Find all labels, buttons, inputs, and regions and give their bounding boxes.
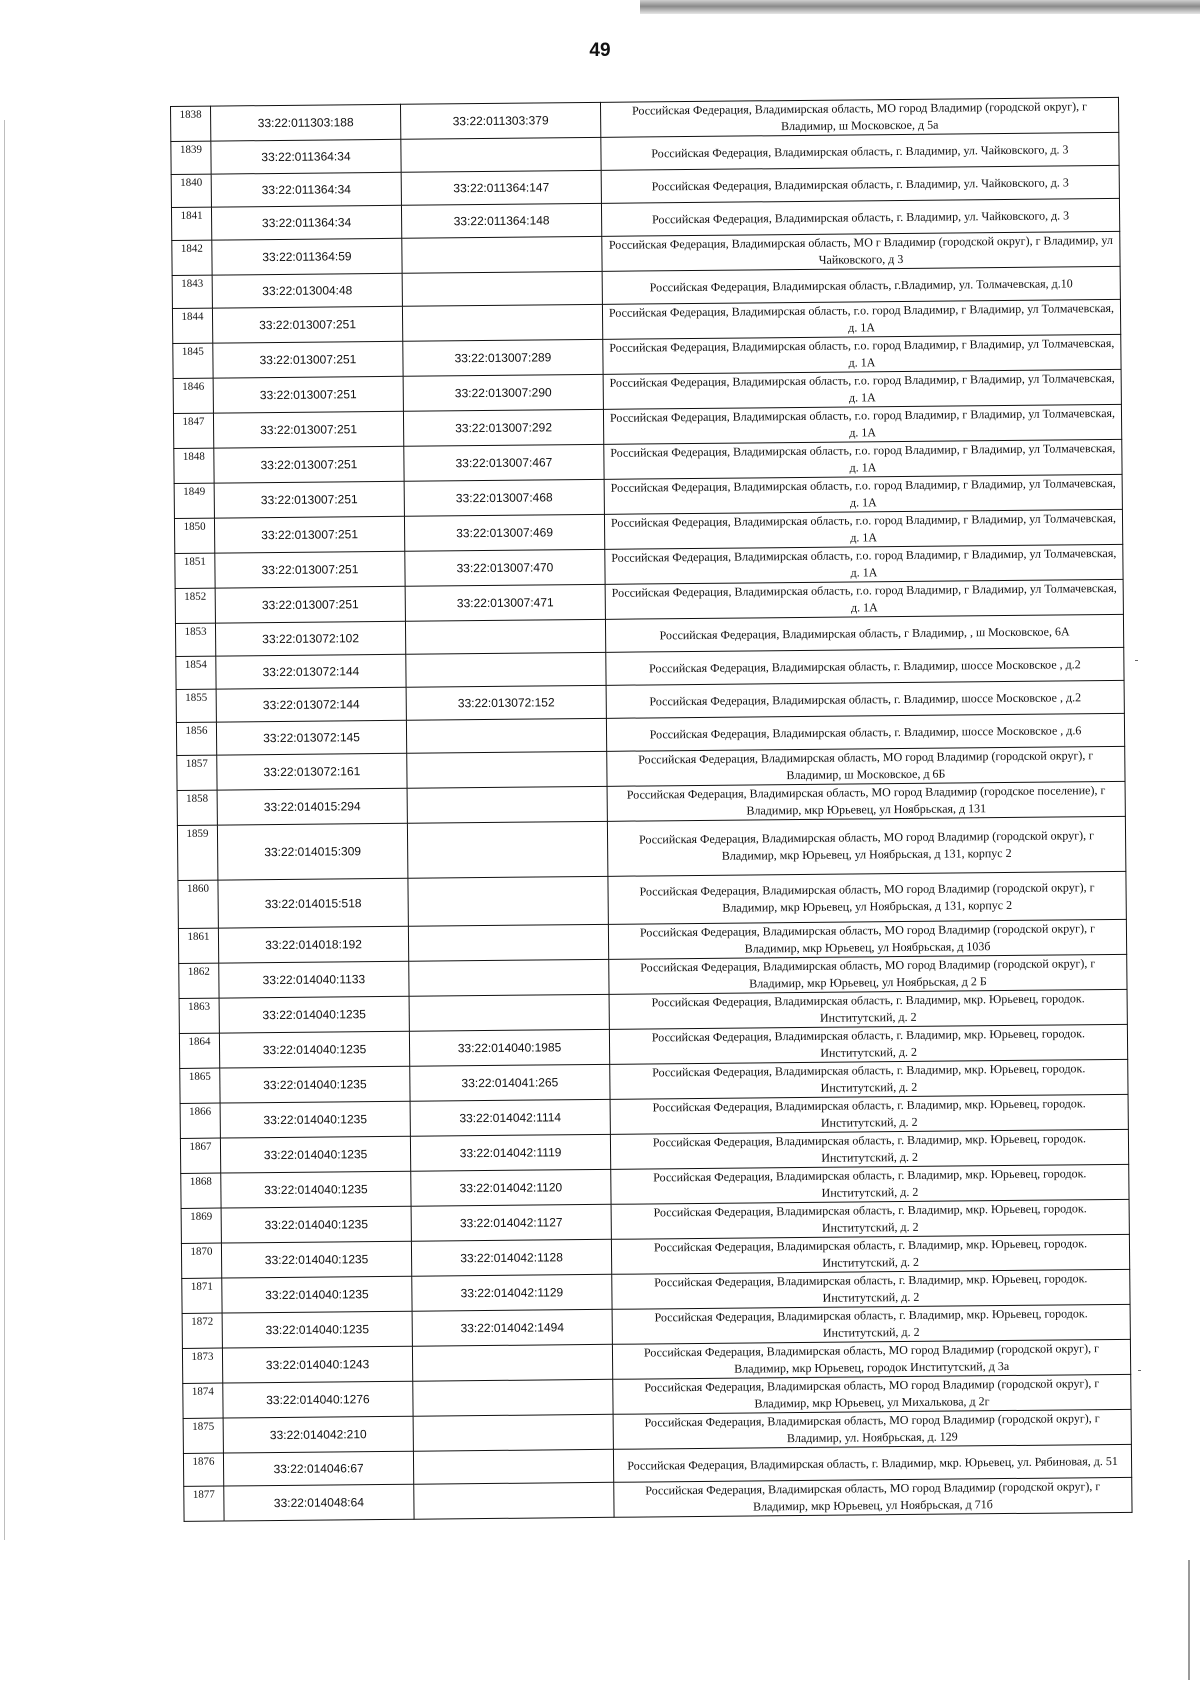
cadastral-number-cell: 33:22:013072:102 bbox=[215, 621, 405, 656]
address-cell: Российская Федерация, Владимирская область, г.о. город Владимир, г Владимир, ул Толмачевская, д. 1А bbox=[603, 369, 1121, 409]
row-number-cell: 1847 bbox=[173, 413, 213, 448]
cadastral-number-cell: 33:22:011364:34 bbox=[211, 172, 401, 207]
address-cell: Российская Федерация, Владимирская область, г. Владимир, мкр. Юрьевец, городок. Институтский, д. 2 bbox=[612, 1304, 1130, 1344]
object-cadastral-number-cell bbox=[402, 271, 602, 306]
row-number-cell: 1867 bbox=[180, 1138, 220, 1173]
object-cadastral-number-cell bbox=[413, 1414, 613, 1451]
object-cadastral-number-cell bbox=[414, 1482, 614, 1519]
cadastral-number-cell: 33:22:014042:210 bbox=[223, 1416, 413, 1453]
cadastral-number-cell: 33:22:014040:1235 bbox=[221, 1241, 411, 1278]
address-cell: Российская Федерация, Владимирская область, г. Владимир, мкр. Юрьевец, городок. Институтский, д. 2 bbox=[609, 989, 1127, 1029]
row-number-cell: 1877 bbox=[184, 1486, 224, 1521]
cadastral-number-cell: 33:22:013072:144 bbox=[216, 654, 406, 689]
address-cell: Российская Федерация, Владимирская область, г.о. город Владимир, г Владимир, ул Толмачевская, д. 1А bbox=[603, 404, 1121, 444]
cadastral-table bbox=[170, 97, 1133, 1522]
object-cadastral-number-cell bbox=[412, 1344, 612, 1381]
row-number-cell: 1857 bbox=[177, 755, 217, 790]
row-number-cell: 1852 bbox=[175, 588, 215, 623]
row-number-cell: 1859 bbox=[177, 825, 218, 880]
object-cadastral-number-cell: 33:22:011364:148 bbox=[401, 203, 601, 238]
cadastral-number-cell: 33:22:014040:1235 bbox=[220, 1136, 410, 1173]
object-cadastral-number-cell bbox=[408, 876, 608, 926]
document-table-container bbox=[170, 97, 1132, 1522]
cadastral-number-cell: 33:22:014040:1235 bbox=[219, 1031, 409, 1068]
row-number-cell: 1846 bbox=[173, 378, 213, 413]
object-cadastral-number-cell bbox=[407, 751, 607, 788]
table-body bbox=[171, 97, 1133, 1521]
row-number-cell: 1856 bbox=[176, 722, 216, 755]
row-number-cell: 1839 bbox=[171, 141, 211, 174]
object-cadastral-number-cell bbox=[409, 994, 609, 1031]
cadastral-number-cell: 33:22:013007:251 bbox=[212, 306, 402, 343]
object-cadastral-number-cell bbox=[407, 821, 608, 878]
cadastral-number-cell: 33:22:011364:34 bbox=[211, 205, 401, 240]
object-cadastral-number-cell: 33:22:014042:1129 bbox=[412, 1274, 612, 1311]
object-cadastral-number-cell: 33:22:013072:152 bbox=[406, 685, 606, 720]
scan-artifact bbox=[1135, 660, 1138, 661]
address-cell: Российская Федерация, Владимирская область, г. Владимир, мкр. Юрьевец, городок. Институтский, д. 2 bbox=[610, 1094, 1128, 1134]
cadastral-number-cell: 33:22:013007:251 bbox=[214, 446, 404, 483]
address-cell: Российская Федерация, Владимирская область, МО город Владимир (городской округ), г Владимир, мкр Юрьевец, ул Ноябрьская, д 71б bbox=[614, 1477, 1132, 1517]
row-number-cell: 1848 bbox=[174, 448, 214, 483]
row-number-cell: 1876 bbox=[183, 1453, 223, 1486]
cadastral-number-cell: 33:22:013007:251 bbox=[214, 481, 404, 518]
address-cell: Российская Федерация, Владимирская область, МО город Владимир (городской округ), г Владимир, мкр Юрьевец, ул Ноябрьская, д 103б bbox=[608, 919, 1126, 959]
row-number-cell: 1850 bbox=[174, 518, 214, 553]
address-cell: Российская Федерация, Владимирская область, г.о. город Владимир, г Владимир, ул Толмачевская, д. 1А bbox=[603, 334, 1121, 374]
address-cell: Российская Федерация, Владимирская область, МО город Владимир (городской округ), г Владимир, мкр Юрьевец, ул Ноябрьская, д 131, корпус 2 bbox=[607, 816, 1126, 876]
row-number-cell: 1853 bbox=[175, 623, 215, 656]
scan-edge-line bbox=[4, 120, 5, 1540]
address-cell: Российская Федерация, Владимирская область, г. Владимир, мкр. Юрьевец, городок. Институтский, д. 2 bbox=[610, 1059, 1128, 1099]
object-cadastral-number-cell: 33:22:014042:1494 bbox=[412, 1309, 612, 1346]
address-cell: Российская Федерация, Владимирская область, МО город Владимир (городской округ), г Владимир, ш Московское, д 5а bbox=[600, 97, 1118, 137]
object-cadastral-number-cell bbox=[406, 718, 606, 753]
cadastral-number-cell: 33:22:013072:161 bbox=[217, 753, 407, 790]
row-number-cell: 1844 bbox=[172, 308, 212, 343]
object-cadastral-number-cell bbox=[409, 959, 609, 996]
row-number-cell: 1868 bbox=[181, 1173, 221, 1208]
cadastral-number-cell: 33:22:013072:144 bbox=[216, 687, 406, 722]
row-number-cell: 1869 bbox=[181, 1208, 221, 1243]
cadastral-number-cell: 33:22:014046:67 bbox=[223, 1451, 413, 1486]
address-cell: Российская Федерация, Владимирская область, г.о. город Владимир, г Владимир, ул Толмачевская, д. 1А bbox=[604, 474, 1122, 514]
address-cell: Российская Федерация, Владимирская область, г. Владимир, мкр. Юрьевец, городок. Институтский, д. 2 bbox=[609, 1024, 1127, 1064]
address-cell: Российская Федерация, Владимирская область, г. Владимир, шоссе Московское , д.6 bbox=[606, 713, 1124, 751]
object-cadastral-number-cell: 33:22:013007:289 bbox=[403, 339, 603, 376]
address-cell: Российская Федерация, Владимирская область, г. Владимир, мкр. Юрьевец, городок. Институтский, д. 2 bbox=[611, 1234, 1129, 1274]
cadastral-number-cell: 33:22:014040:1133 bbox=[219, 961, 409, 998]
address-cell: Российская Федерация, Владимирская область, г.Владимир, ул. Толмачевская, д.10 bbox=[602, 266, 1120, 304]
object-cadastral-number-cell bbox=[405, 619, 605, 654]
address-cell: Российская Федерация, Владимирская область, МО город Владимир (городской округ), г Владимир, ул. Ноябрьская, д. 129 bbox=[613, 1409, 1131, 1449]
address-cell: Российская Федерация, Владимирская область, МО город Владимир (городской округ), г Владимир, мкр Юрьевец, ул Ноябрьская, д 131, корпус 2 bbox=[608, 871, 1126, 924]
row-number-cell: 1849 bbox=[174, 483, 214, 518]
object-cadastral-number-cell: 33:22:011364:147 bbox=[401, 170, 601, 205]
cadastral-number-cell: 33:22:013007:251 bbox=[214, 516, 404, 553]
cadastral-number-cell: 33:22:014048:64 bbox=[224, 1484, 414, 1521]
object-cadastral-number-cell: 33:22:013007:290 bbox=[403, 374, 603, 411]
object-cadastral-number-cell: 33:22:011303:379 bbox=[400, 102, 600, 139]
object-cadastral-number-cell: 33:22:014042:1119 bbox=[410, 1134, 610, 1171]
cadastral-number-cell: 33:22:011364:34 bbox=[211, 139, 401, 174]
cadastral-number-cell: 33:22:011303:188 bbox=[211, 104, 401, 141]
object-cadastral-number-cell: 33:22:014042:1127 bbox=[411, 1204, 611, 1241]
object-cadastral-number-cell bbox=[413, 1379, 613, 1416]
row-number-cell: 1838 bbox=[171, 106, 211, 141]
cadastral-number-cell: 33:22:014040:1235 bbox=[221, 1171, 411, 1208]
cadastral-number-cell: 33:22:013004:48 bbox=[212, 273, 402, 308]
row-number-cell: 1851 bbox=[175, 553, 215, 588]
address-cell: Российская Федерация, Владимирская область, г.о. город Владимир, г Владимир, ул Толмачевская, д. 1А bbox=[604, 439, 1122, 479]
object-cadastral-number-cell bbox=[408, 924, 608, 961]
object-cadastral-number-cell: 33:22:013007:469 bbox=[404, 514, 604, 551]
object-cadastral-number-cell: 33:22:014042:1114 bbox=[410, 1099, 610, 1136]
object-cadastral-number-cell bbox=[401, 137, 601, 172]
address-cell: Российская Федерация, Владимирская область, г Владимир, , ш Московское, 6А bbox=[605, 614, 1123, 652]
address-cell: Российская Федерация, Владимирская область, МО город Владимир (городской округ), г Владимир, мкр Юрьевец, ул Михалькова, д 2г bbox=[613, 1374, 1131, 1414]
row-number-cell: 1865 bbox=[180, 1068, 220, 1103]
row-number-cell: 1875 bbox=[183, 1418, 223, 1453]
cadastral-number-cell: 33:22:013007:251 bbox=[213, 376, 403, 413]
object-cadastral-number-cell: 33:22:013007:292 bbox=[403, 409, 603, 446]
cadastral-number-cell: 33:22:014040:1276 bbox=[223, 1381, 413, 1418]
scan-artifact bbox=[1138, 1370, 1141, 1371]
row-number-cell: 1842 bbox=[172, 240, 212, 275]
row-number-cell: 1858 bbox=[177, 790, 217, 825]
row-number-cell: 1870 bbox=[181, 1243, 221, 1278]
cadastral-number-cell: 33:22:011364:59 bbox=[212, 238, 402, 275]
address-cell: Российская Федерация, Владимирская область, МО город Владимир (городской округ), г Владимир, мкр Юрьевец, ул Ноябрьская, д 2 Б bbox=[609, 954, 1127, 994]
object-cadastral-number-cell: 33:22:013007:471 bbox=[405, 584, 605, 621]
object-cadastral-number-cell bbox=[406, 652, 606, 687]
object-cadastral-number-cell: 33:22:013007:468 bbox=[404, 479, 604, 516]
row-number-cell: 1871 bbox=[182, 1278, 222, 1313]
address-cell: Российская Федерация, Владимирская область, г. Владимир, мкр. Юрьевец, городок. Институтский, д. 2 bbox=[611, 1164, 1129, 1204]
cadastral-number-cell: 33:22:014040:1235 bbox=[221, 1206, 411, 1243]
address-cell: Российская Федерация, Владимирская область, г.о. город Владимир, г Владимир, ул Толмачевская, д. 1А bbox=[605, 579, 1123, 619]
cadastral-number-cell: 33:22:014015:518 bbox=[218, 878, 408, 928]
row-number-cell: 1872 bbox=[182, 1313, 222, 1348]
row-number-cell: 1863 bbox=[179, 998, 219, 1033]
row-number-cell: 1840 bbox=[171, 174, 211, 207]
object-cadastral-number-cell: 33:22:014040:1985 bbox=[409, 1029, 609, 1066]
address-cell: Российская Федерация, Владимирская область, МО г Владимир (городской округ), г Владимир, ул Чайковского, д 3 bbox=[602, 231, 1120, 271]
cadastral-number-cell: 33:22:013007:251 bbox=[215, 551, 405, 588]
object-cadastral-number-cell: 33:22:013007:467 bbox=[404, 444, 604, 481]
cadastral-number-cell: 33:22:014015:294 bbox=[217, 788, 407, 825]
object-cadastral-number-cell: 33:22:014042:1120 bbox=[411, 1169, 611, 1206]
row-number-cell: 1874 bbox=[183, 1383, 223, 1418]
cadastral-number-cell: 33:22:013007:251 bbox=[213, 411, 403, 448]
address-cell: Российская Федерация, Владимирская область, г. Владимир, шоссе Московское , д.2 bbox=[606, 680, 1124, 718]
address-cell: Российская Федерация, Владимирская область, г. Владимир, шоссе Московское , д.2 bbox=[606, 647, 1124, 685]
row-number-cell: 1861 bbox=[178, 928, 218, 963]
scan-edge-line bbox=[1188, 1560, 1190, 1680]
cadastral-number-cell: 33:22:014040:1235 bbox=[222, 1311, 412, 1348]
cadastral-number-cell: 33:22:013007:251 bbox=[213, 341, 403, 378]
cadastral-number-cell: 33:22:013007:251 bbox=[215, 586, 405, 623]
row-number-cell: 1860 bbox=[178, 880, 218, 928]
address-cell: Российская Федерация, Владимирская область, г. Владимир, мкр. Юрьевец, городок. Институтский, д. 2 bbox=[612, 1269, 1130, 1309]
address-cell: Российская Федерация, Владимирская область, МО город Владимир (городской округ), г Владимир, мкр Юрьевец, городок Институтский, д 3а bbox=[612, 1339, 1130, 1379]
page-number: 49 bbox=[589, 40, 611, 61]
address-cell: Российская Федерация, Владимирская область, г. Владимир, мкр. Юрьевец, ул. Рябиновая, д. 51 bbox=[613, 1444, 1131, 1482]
address-cell: Российская Федерация, Владимирская область, МО город Владимир (городской округ), г Владимир, ш Московское, д 6Б bbox=[607, 746, 1125, 786]
cadastral-number-cell: 33:22:014040:1235 bbox=[222, 1276, 412, 1313]
object-cadastral-number-cell bbox=[413, 1449, 613, 1484]
row-number-cell: 1843 bbox=[172, 275, 212, 308]
row-number-cell: 1864 bbox=[179, 1033, 219, 1068]
address-cell: Российская Федерация, Владимирская область, г. Владимир, мкр. Юрьевец, городок. Институтский, д. 2 bbox=[611, 1199, 1129, 1239]
row-number-cell: 1873 bbox=[182, 1348, 222, 1383]
cadastral-number-cell: 33:22:014015:309 bbox=[217, 823, 408, 880]
row-number-cell: 1845 bbox=[173, 343, 213, 378]
cadastral-number-cell: 33:22:013072:145 bbox=[216, 720, 406, 755]
cadastral-number-cell: 33:22:014018:192 bbox=[218, 926, 408, 963]
scan-edge-shadow bbox=[640, 0, 1200, 14]
object-cadastral-number-cell: 33:22:014041:265 bbox=[410, 1064, 610, 1101]
address-cell: Российская Федерация, Владимирская область, г. Владимир, ул. Чайковского, д. 3 bbox=[601, 132, 1119, 170]
row-number-cell: 1855 bbox=[176, 689, 216, 722]
object-cadastral-number-cell bbox=[402, 236, 602, 273]
object-cadastral-number-cell bbox=[407, 786, 607, 823]
row-number-cell: 1841 bbox=[171, 207, 211, 240]
address-cell: Российская Федерация, Владимирская область, г. Владимир, мкр. Юрьевец, городок. Институтский, д. 2 bbox=[610, 1129, 1128, 1169]
address-cell: Российская Федерация, Владимирская область, МО город Владимир (городское поселение), г Владимир, мкр Юрьевец, ул Ноябрьская, д 131 bbox=[607, 781, 1125, 821]
row-number-cell: 1854 bbox=[176, 656, 216, 689]
object-cadastral-number-cell bbox=[402, 304, 602, 341]
table-row bbox=[177, 816, 1125, 880]
address-cell: Российская Федерация, Владимирская область, г. Владимир, ул. Чайковского, д. 3 bbox=[601, 198, 1119, 236]
address-cell: Российская Федерация, Владимирская область, г.о. город Владимир, г Владимир, ул Толмачевская, д. 1А bbox=[604, 509, 1122, 549]
cadastral-number-cell: 33:22:014040:1235 bbox=[220, 1101, 410, 1138]
row-number-cell: 1862 bbox=[179, 963, 219, 998]
row-number-cell: 1866 bbox=[180, 1103, 220, 1138]
object-cadastral-number-cell: 33:22:013007:470 bbox=[405, 549, 605, 586]
cadastral-number-cell: 33:22:014040:1235 bbox=[220, 1066, 410, 1103]
address-cell: Российская Федерация, Владимирская область, г. Владимир, ул. Чайковского, д. 3 bbox=[601, 165, 1119, 203]
object-cadastral-number-cell: 33:22:014042:1128 bbox=[411, 1239, 611, 1276]
address-cell: Российская Федерация, Владимирская область, г.о. город Владимир, г Владимир, ул Толмачевская, д. 1А bbox=[602, 299, 1120, 339]
cadastral-number-cell: 33:22:014040:1235 bbox=[219, 996, 409, 1033]
address-cell: Российская Федерация, Владимирская область, г.о. город Владимир, г Владимир, ул Толмачевская, д. 1А bbox=[605, 544, 1123, 584]
cadastral-number-cell: 33:22:014040:1243 bbox=[222, 1346, 412, 1383]
